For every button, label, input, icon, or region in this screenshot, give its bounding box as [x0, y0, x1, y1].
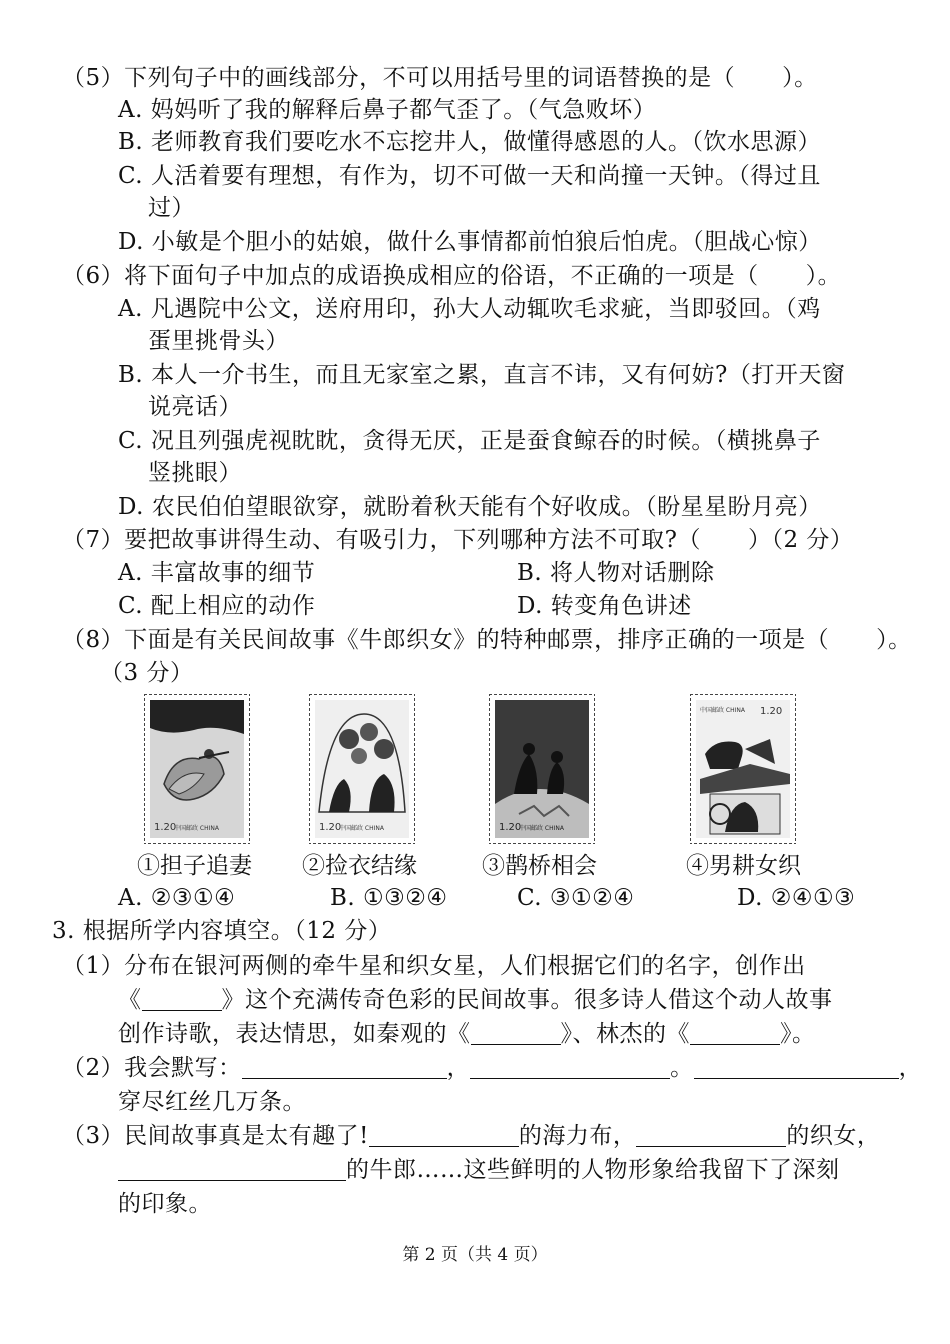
stamp-3-country: 中国邮政 CHINA	[519, 825, 564, 832]
stamp-danzi-zhuiqi	[144, 694, 250, 844]
q7-stem: （7）要把故事讲得生动、有吸引力，下列哪种方法不可取?（ ）（2 分）	[62, 527, 854, 553]
stamp-2-caption: ②捡衣结缘	[302, 853, 417, 879]
stamp-4-value: 1.20	[760, 706, 783, 717]
stamp-1-value: 1.20	[154, 822, 177, 833]
q6-option-d: D. 农民伯伯望眼欲穿，就盼着秋天能有个好收成。（盼星星盼月亮）	[118, 494, 822, 520]
section-3-title: 3. 根据所学内容填空。（12 分）	[52, 918, 392, 944]
stamp-1-caption: ①担子追妻	[137, 853, 252, 879]
stamp-queqiao-xianghui	[489, 694, 595, 844]
q3-part1-line3-end: 》。	[780, 1021, 816, 1047]
q3-part1-line3	[118, 1018, 816, 1050]
q3-part2-period: 。	[670, 1055, 694, 1081]
q3-part1-line2	[118, 984, 833, 1016]
q3-part3-line2-text: 的牛郎……这些鲜明的人物形象给我留下了深刻	[346, 1157, 840, 1183]
stamp-3-value: 1.20	[499, 822, 522, 833]
fill-blank-zhinv[interactable]	[636, 1124, 786, 1147]
stamp-1-country: 中国邮政 CHINA	[174, 825, 219, 832]
q6-option-b-line2: 说亮话）	[148, 394, 242, 420]
stamp-2-value: 1.20	[319, 822, 342, 833]
q3-part3-line2	[118, 1154, 840, 1186]
stamp-4-caption: ④男耕女织	[686, 853, 801, 879]
q8-option-a: A. ②③①④	[118, 885, 236, 911]
q7-option-c: C. 配上相应的动作	[118, 593, 316, 619]
q3-part3-label: （3）民间故事真是太有趣了!	[62, 1123, 369, 1149]
stamp-2-country: 中国邮政 CHINA	[339, 825, 384, 832]
q5-option-d: D. 小敏是个胆小的姑娘，做什么事情都前怕狼后怕虎。（胆战心惊）	[118, 229, 822, 255]
q8-option-b: B. ①③②④	[330, 885, 448, 911]
fill-blank-niulang[interactable]	[118, 1158, 346, 1181]
q7-option-d: D. 转变角色讲述	[517, 593, 692, 619]
q8-stem: （8）下面是有关民间故事《牛郎织女》的特种邮票，排序正确的一项是（ ）。	[62, 627, 912, 653]
q7-option-b: B. 将人物对话删除	[517, 560, 715, 586]
q3-part2-comma: ，	[446, 1055, 471, 1081]
q8-option-d: D. ②④①③	[737, 885, 856, 911]
q3-part1-line3-mid: 》、林杰的《	[560, 1021, 690, 1047]
fill-blank-poem-2[interactable]	[470, 1056, 670, 1079]
q5-option-c-line1: C. 人活着要有理想，有作为，切不可做一天和尚撞一天钟。（得过且	[118, 163, 821, 189]
q3-part2-comma-2: ，	[898, 1055, 923, 1081]
q3-part1-line3-text: 创作诗歌，表达情思，如秦观的《	[118, 1021, 471, 1047]
fill-blank-linjie-poem[interactable]	[690, 1022, 780, 1045]
q3-part3-text-1: 的海力布，	[518, 1123, 637, 1149]
q5-option-b: B. 老师教育我们要吃水不忘挖井人，做懂得感恩的人。（饮水思源）	[118, 129, 822, 155]
fill-blank-qinguan-poem[interactable]	[471, 1022, 561, 1045]
stamp-3-caption: ③鹊桥相会	[482, 853, 597, 879]
fill-blank-poem-1[interactable]	[242, 1056, 447, 1079]
q8-score: （3 分）	[100, 660, 194, 686]
q8-option-c: C. ③①②④	[517, 885, 635, 911]
q3-part1-open-bracket: 《	[118, 987, 142, 1013]
q3-part2-label: （2）我会默写：	[62, 1055, 242, 1081]
q6-option-a-line2: 蛋里挑骨头）	[148, 328, 289, 354]
q5-option-c-line2: 过）	[148, 195, 195, 221]
q6-stem: （6）将下面句子中加点的成语换成相应的俗语，不正确的一项是（ ）。	[62, 263, 842, 289]
q3-part2-line2: 穿尽红丝几万条。	[118, 1089, 306, 1115]
q7-option-a: A. 丰富故事的细节	[118, 560, 316, 586]
q3-part3-line3: 的印象。	[118, 1191, 212, 1217]
q6-option-b-line1: B. 本人一介书生，而且无家室之累，直言不讳，又有何妨?（打开天窗	[118, 362, 846, 388]
fill-blank-story-title[interactable]	[142, 988, 222, 1011]
q3-part3-line1	[62, 1120, 880, 1152]
page-footer: 第 2 页（共 4 页）	[402, 1245, 548, 1265]
q6-option-c-line1: C. 况且列强虎视眈眈，贪得无厌，正是蚕食鲸吞的时候。（横挑鼻子	[118, 428, 821, 454]
stamp-nangeng-nvzhi	[690, 694, 796, 844]
q6-option-c-line2: 竖挑眼）	[148, 460, 242, 486]
q3-part3-text-2: 的织女，	[786, 1123, 881, 1149]
fill-blank-hailibu[interactable]	[369, 1124, 519, 1147]
stamp-jianyi-jieyuan	[309, 694, 415, 844]
q5-option-a: A. 妈妈听了我的解释后鼻子都气歪了。（气急败坏）	[118, 97, 657, 123]
q6-option-a-line1: A. 凡遇院中公文，送府用印，孙大人动辄吹毛求疵，当即驳回。（鸡	[118, 296, 821, 322]
q3-part1-line2-text: 》这个充满传奇色彩的民间故事。很多诗人借这个动人故事	[221, 987, 833, 1013]
stamp-4-country: 中国邮政 CHINA	[700, 707, 745, 714]
q5-stem: （5）下列句子中的画线部分，不可以用括号里的词语替换的是（ ）。	[62, 65, 818, 91]
q3-part1-line1: （1）分布在银河两侧的牵牛星和织女星，人们根据它们的名字，创作出	[62, 953, 806, 979]
fill-blank-poem-3[interactable]	[694, 1056, 899, 1079]
q3-part2-line1	[62, 1052, 922, 1084]
